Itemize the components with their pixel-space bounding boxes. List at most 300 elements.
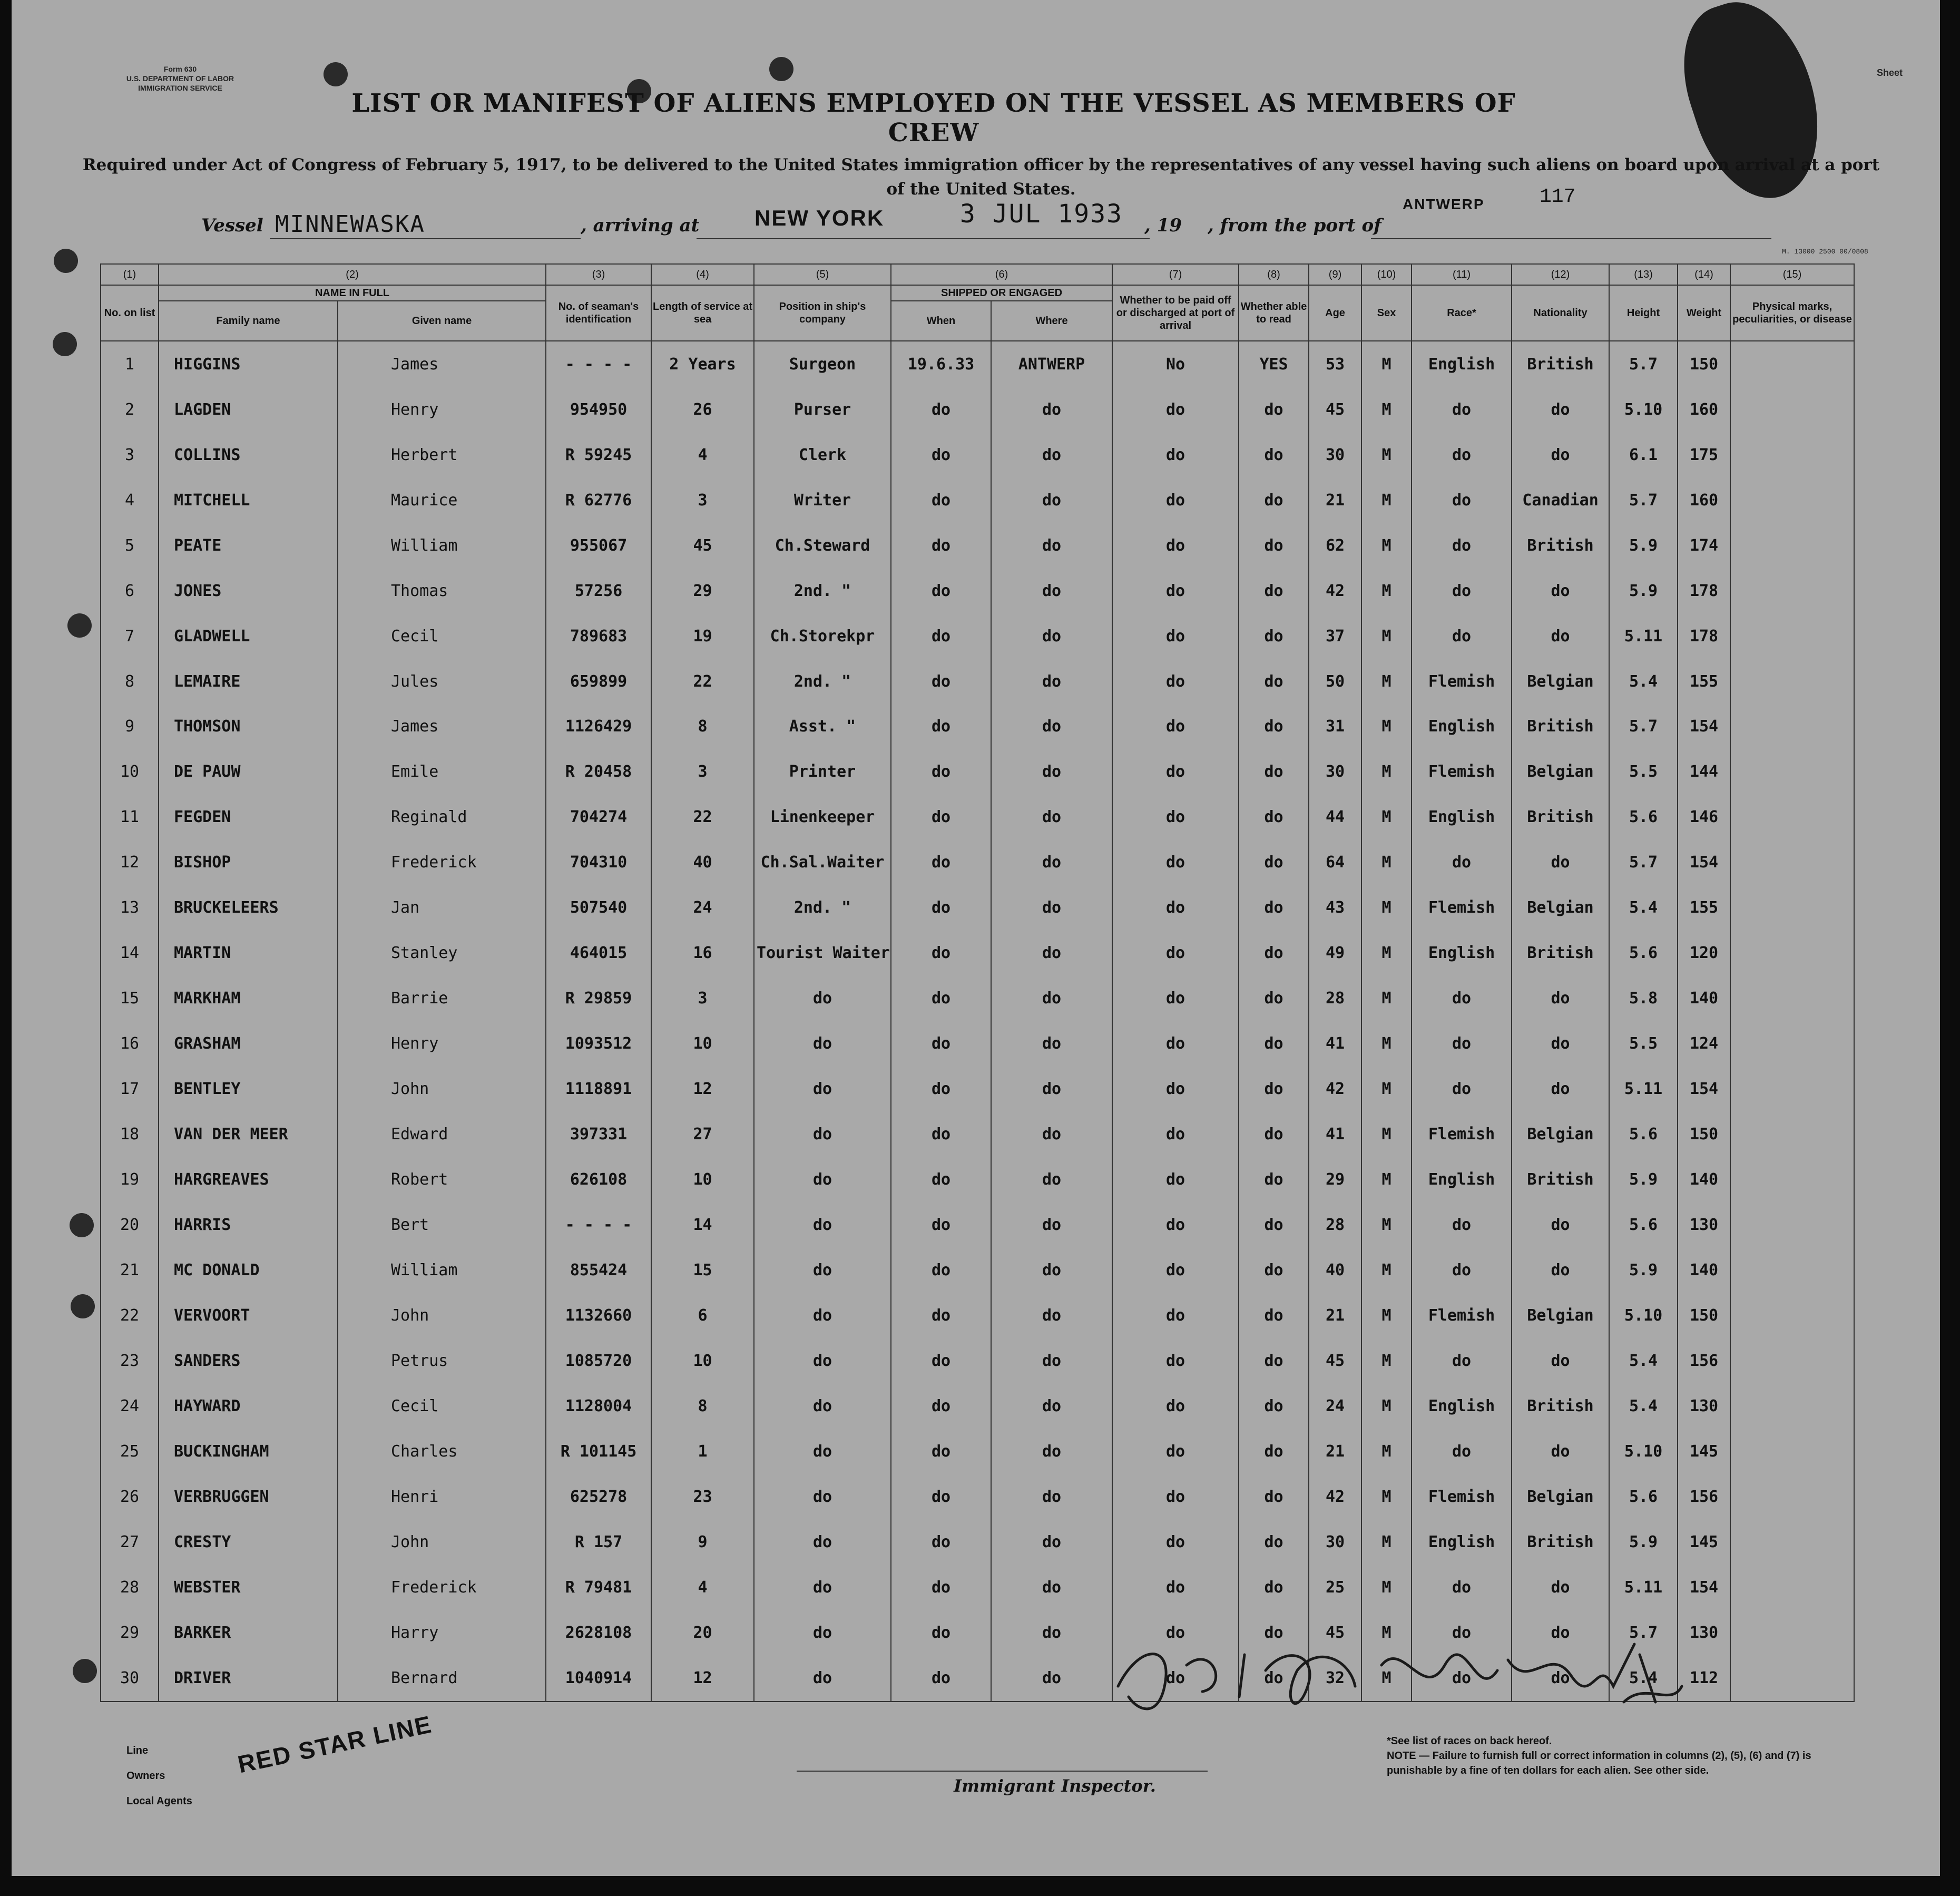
- able-to-read: do: [1239, 477, 1309, 523]
- height: 5.7: [1609, 840, 1678, 885]
- age: 45: [1309, 1338, 1361, 1384]
- height: 5.7: [1609, 704, 1678, 749]
- punch-hole: [71, 1294, 95, 1318]
- row-number: 29: [101, 1610, 159, 1656]
- given-name: William: [338, 1248, 546, 1293]
- age: 30: [1309, 432, 1361, 477]
- nationality: Canadian: [1512, 477, 1609, 523]
- header-given-name: Given name: [338, 301, 546, 341]
- weight: 160: [1678, 387, 1730, 432]
- height: 5.9: [1609, 523, 1678, 568]
- age: 37: [1309, 613, 1361, 659]
- length-of-service: 10: [651, 1338, 754, 1384]
- weight: 154: [1678, 1067, 1730, 1112]
- shipped-where: do: [991, 1021, 1112, 1067]
- row-number: 11: [101, 795, 159, 840]
- race: do: [1412, 1429, 1512, 1474]
- family-name: COLLINS: [159, 432, 338, 477]
- nationality: British: [1512, 795, 1609, 840]
- header-length-of-service: Length of service at sea: [651, 285, 754, 341]
- age: 42: [1309, 568, 1361, 613]
- shipped-when: do: [891, 387, 991, 432]
- shipped-when: do: [891, 1021, 991, 1067]
- family-name: BARKER: [159, 1610, 338, 1656]
- col-num: (2): [159, 264, 546, 285]
- paid-off: do: [1112, 749, 1239, 795]
- paid-off: do: [1112, 704, 1239, 749]
- height: 5.11: [1609, 1067, 1678, 1112]
- col-num: (13): [1609, 264, 1678, 285]
- footer-note: [1387, 1734, 1824, 1778]
- table-row: [101, 477, 1854, 523]
- height: 5.9: [1609, 1520, 1678, 1565]
- family-name: CRESTY: [159, 1520, 338, 1565]
- seaman-id: 625278: [546, 1474, 651, 1520]
- position: Clerk: [754, 432, 891, 477]
- sex: M: [1361, 1474, 1412, 1520]
- height: 5.4: [1609, 659, 1678, 704]
- table-row: [101, 1203, 1854, 1248]
- department: U.S. DEPARTMENT OF LABOR: [126, 74, 234, 83]
- physical-marks: [1730, 1203, 1854, 1248]
- shipped-when: do: [891, 1610, 991, 1656]
- age: 43: [1309, 885, 1361, 931]
- family-name: MARTIN: [159, 931, 338, 976]
- sex: M: [1361, 1384, 1412, 1429]
- family-name: VAN DER MEER: [159, 1112, 338, 1157]
- position: do: [754, 1203, 891, 1248]
- physical-marks: [1730, 1112, 1854, 1157]
- seaman-id: R 79481: [546, 1565, 651, 1610]
- age: 50: [1309, 659, 1361, 704]
- sex: M: [1361, 1610, 1412, 1656]
- seaman-id: 1085720: [546, 1338, 651, 1384]
- paid-off: do: [1112, 387, 1239, 432]
- nationality: do: [1512, 1429, 1609, 1474]
- shipped-when: do: [891, 613, 991, 659]
- length-of-service: 2 Years: [651, 341, 754, 387]
- position: Purser: [754, 387, 891, 432]
- form-identifier: [91, 64, 270, 93]
- shipped-where: do: [991, 613, 1112, 659]
- family-name: LAGDEN: [159, 387, 338, 432]
- physical-marks: [1730, 523, 1854, 568]
- physical-marks: [1730, 1384, 1854, 1429]
- age: 64: [1309, 840, 1361, 885]
- height: 5.10: [1609, 387, 1678, 432]
- height: 5.9: [1609, 568, 1678, 613]
- seaman-id: 789683: [546, 613, 651, 659]
- race: do: [1412, 387, 1512, 432]
- given-name: Bernard: [338, 1656, 546, 1702]
- race: English: [1412, 704, 1512, 749]
- shipped-where: do: [991, 568, 1112, 613]
- row-number: 2: [101, 387, 159, 432]
- table-row: [101, 931, 1854, 976]
- page-subtitle: Required under Act of Congress of February 5, 1917, to be delivered to the United States immigration officer by the representatives of any vessel having such aliens on board upon arrival at a port of the United States.: [82, 155, 1880, 199]
- given-name: Henry: [338, 1021, 546, 1067]
- shipped-when: do: [891, 1384, 991, 1429]
- table-row: [101, 523, 1854, 568]
- able-to-read: do: [1239, 1610, 1309, 1656]
- weight: 150: [1678, 1293, 1730, 1338]
- nationality: do: [1512, 1021, 1609, 1067]
- given-name: William: [338, 523, 546, 568]
- age: 21: [1309, 1293, 1361, 1338]
- able-to-read: do: [1239, 1384, 1309, 1429]
- position: 2nd. ": [754, 885, 891, 931]
- inspector-label: Immigrant Inspector.: [954, 1776, 1156, 1796]
- sex: M: [1361, 341, 1412, 387]
- length-of-service: 14: [651, 1203, 754, 1248]
- table-row: [101, 432, 1854, 477]
- height: 5.10: [1609, 1429, 1678, 1474]
- race: do: [1412, 432, 1512, 477]
- punch-hole: [70, 1213, 94, 1237]
- shipped-where: do: [991, 1067, 1112, 1112]
- page-title: LIST OR MANIFEST OF ALIENS EMPLOYED ON THE VESSEL AS MEMBERS OF CREW: [351, 89, 1516, 148]
- physical-marks: [1730, 931, 1854, 976]
- seaman-id: 57256: [546, 568, 651, 613]
- from-port-label: , from the port of: [1208, 215, 1381, 236]
- physical-marks: [1730, 568, 1854, 613]
- sex: M: [1361, 523, 1412, 568]
- height: 5.4: [1609, 1338, 1678, 1384]
- race: do: [1412, 840, 1512, 885]
- arrival-date-stamp: 3 JUL 1933: [960, 199, 1123, 229]
- able-to-read: do: [1239, 1067, 1309, 1112]
- shipped-when: do: [891, 840, 991, 885]
- length-of-service: 6: [651, 1293, 754, 1338]
- sex: M: [1361, 477, 1412, 523]
- physical-marks: [1730, 749, 1854, 795]
- row-number: 16: [101, 1021, 159, 1067]
- given-name: Cecil: [338, 1384, 546, 1429]
- nationality: British: [1512, 1384, 1609, 1429]
- able-to-read: do: [1239, 704, 1309, 749]
- row-number: 22: [101, 1293, 159, 1338]
- arriving-label: , arriving at: [581, 215, 700, 236]
- col-num: (4): [651, 264, 754, 285]
- header-nationality: Nationality: [1512, 285, 1609, 341]
- age: 44: [1309, 795, 1361, 840]
- given-name: Henri: [338, 1474, 546, 1520]
- physical-marks: [1730, 1338, 1854, 1384]
- shipped-when: do: [891, 523, 991, 568]
- nationality: do: [1512, 840, 1609, 885]
- vessel-name: MINNEWASKA: [275, 211, 425, 238]
- sex: M: [1361, 1338, 1412, 1384]
- position: do: [754, 1112, 891, 1157]
- position: 2nd. ": [754, 568, 891, 613]
- able-to-read: do: [1239, 1248, 1309, 1293]
- physical-marks: [1730, 1293, 1854, 1338]
- row-number: 21: [101, 1248, 159, 1293]
- length-of-service: 4: [651, 432, 754, 477]
- weight: 124: [1678, 1021, 1730, 1067]
- table-row: [101, 1067, 1854, 1112]
- height: 5.7: [1609, 1610, 1678, 1656]
- shipped-when: do: [891, 1203, 991, 1248]
- weight: 150: [1678, 341, 1730, 387]
- row-number: 27: [101, 1520, 159, 1565]
- weight: 145: [1678, 1520, 1730, 1565]
- given-name: Harry: [338, 1610, 546, 1656]
- paid-off: do: [1112, 795, 1239, 840]
- family-name: GLADWELL: [159, 613, 338, 659]
- col-num: (9): [1309, 264, 1361, 285]
- nationality: do: [1512, 613, 1609, 659]
- sex: M: [1361, 885, 1412, 931]
- position: do: [754, 1520, 891, 1565]
- physical-marks: [1730, 1610, 1854, 1656]
- length-of-service: 16: [651, 931, 754, 976]
- family-name: VERVOORT: [159, 1293, 338, 1338]
- paid-off: do: [1112, 613, 1239, 659]
- table-row: [101, 1474, 1854, 1520]
- position: do: [754, 1429, 891, 1474]
- given-name: Edward: [338, 1112, 546, 1157]
- length-of-service: 22: [651, 795, 754, 840]
- table-row: [101, 885, 1854, 931]
- able-to-read: YES: [1239, 341, 1309, 387]
- seaman-id: 507540: [546, 885, 651, 931]
- height: 5.10: [1609, 1293, 1678, 1338]
- header-when: When: [891, 301, 991, 341]
- weight: 146: [1678, 795, 1730, 840]
- paid-off: do: [1112, 931, 1239, 976]
- nationality: do: [1512, 1248, 1609, 1293]
- race: English: [1412, 1384, 1512, 1429]
- race: do: [1412, 976, 1512, 1021]
- length-of-service: 4: [651, 1565, 754, 1610]
- row-number: 12: [101, 840, 159, 885]
- family-name: HARGREAVES: [159, 1157, 338, 1203]
- shipped-where: do: [991, 1293, 1112, 1338]
- shipped-where: do: [991, 1203, 1112, 1248]
- header-age: Age: [1309, 285, 1361, 341]
- shipped-where: do: [991, 749, 1112, 795]
- nationality: do: [1512, 1565, 1609, 1610]
- seaman-id: R 59245: [546, 432, 651, 477]
- row-number: 18: [101, 1112, 159, 1157]
- table-row: [101, 1338, 1854, 1384]
- header-race: Race*: [1412, 285, 1512, 341]
- shipped-when: do: [891, 795, 991, 840]
- nationality: do: [1512, 1610, 1609, 1656]
- row-number: 14: [101, 931, 159, 976]
- race: do: [1412, 1248, 1512, 1293]
- shipped-when: do: [891, 1429, 991, 1474]
- row-number: 26: [101, 1474, 159, 1520]
- row-number: 17: [101, 1067, 159, 1112]
- sex: M: [1361, 795, 1412, 840]
- family-name: HAYWARD: [159, 1384, 338, 1429]
- race: do: [1412, 1203, 1512, 1248]
- table-row: [101, 387, 1854, 432]
- able-to-read: do: [1239, 1565, 1309, 1610]
- length-of-service: 12: [651, 1067, 754, 1112]
- sex: M: [1361, 1520, 1412, 1565]
- length-of-service: 9: [651, 1520, 754, 1565]
- shipped-when: do: [891, 1293, 991, 1338]
- seaman-id: R 29859: [546, 976, 651, 1021]
- seaman-id: - - - -: [546, 1203, 651, 1248]
- length-of-service: 24: [651, 885, 754, 931]
- nationality: British: [1512, 931, 1609, 976]
- seaman-id: 1132660: [546, 1293, 651, 1338]
- table-row: [101, 1565, 1854, 1610]
- length-of-service: 8: [651, 1384, 754, 1429]
- row-number: 1: [101, 341, 159, 387]
- race: English: [1412, 1520, 1512, 1565]
- length-of-service: 10: [651, 1157, 754, 1203]
- nationality: do: [1512, 568, 1609, 613]
- header-no-on-list: No. on list: [101, 285, 159, 341]
- length-of-service: 23: [651, 1474, 754, 1520]
- position: do: [754, 1656, 891, 1702]
- given-name: Frederick: [338, 840, 546, 885]
- able-to-read: do: [1239, 1474, 1309, 1520]
- shipped-where: do: [991, 523, 1112, 568]
- header-paid-off: Whether to be paid off or discharged at port of arrival: [1112, 285, 1239, 341]
- sex: M: [1361, 1067, 1412, 1112]
- punch-hole: [54, 249, 78, 273]
- weight: 130: [1678, 1203, 1730, 1248]
- physical-marks: [1730, 1656, 1854, 1702]
- physical-marks: [1730, 1520, 1854, 1565]
- row-number: 28: [101, 1565, 159, 1610]
- weight: 140: [1678, 1157, 1730, 1203]
- table-row: [101, 613, 1854, 659]
- weight: 160: [1678, 477, 1730, 523]
- weight: 174: [1678, 523, 1730, 568]
- length-of-service: 22: [651, 659, 754, 704]
- form-number: Form 630: [163, 65, 197, 73]
- sex: M: [1361, 1203, 1412, 1248]
- position: do: [754, 1338, 891, 1384]
- race: do: [1412, 523, 1512, 568]
- table-row: [101, 568, 1854, 613]
- table-row: [101, 1429, 1854, 1474]
- position: Writer: [754, 477, 891, 523]
- age: 53: [1309, 341, 1361, 387]
- weight: 140: [1678, 976, 1730, 1021]
- age: 31: [1309, 704, 1361, 749]
- shipped-where: do: [991, 1384, 1112, 1429]
- table-row: [101, 840, 1854, 885]
- race: English: [1412, 341, 1512, 387]
- age: 21: [1309, 477, 1361, 523]
- age: 25: [1309, 1565, 1361, 1610]
- row-number: 30: [101, 1656, 159, 1702]
- seaman-id: 704274: [546, 795, 651, 840]
- shipped-where: do: [991, 1565, 1112, 1610]
- family-name: JONES: [159, 568, 338, 613]
- age: 24: [1309, 1384, 1361, 1429]
- height: 5.4: [1609, 885, 1678, 931]
- weight: 130: [1678, 1610, 1730, 1656]
- nationality: do: [1512, 1067, 1609, 1112]
- position: do: [754, 1248, 891, 1293]
- length-of-service: 15: [651, 1248, 754, 1293]
- position: Ch.Steward: [754, 523, 891, 568]
- sex: M: [1361, 1429, 1412, 1474]
- sex: M: [1361, 1656, 1412, 1702]
- nationality: Belgian: [1512, 659, 1609, 704]
- departure-port: ANTWERP: [1403, 196, 1485, 212]
- row-number: 10: [101, 749, 159, 795]
- shipped-when: do: [891, 568, 991, 613]
- shipped-when: do: [891, 477, 991, 523]
- table-row: [101, 1248, 1854, 1293]
- given-name: Herbert: [338, 432, 546, 477]
- table-row: [101, 1112, 1854, 1157]
- weight: 130: [1678, 1384, 1730, 1429]
- height: 5.4: [1609, 1656, 1678, 1702]
- height: 6.1: [1609, 432, 1678, 477]
- paid-off: do: [1112, 1338, 1239, 1384]
- seaman-id: 1128004: [546, 1384, 651, 1429]
- shipped-where: do: [991, 704, 1112, 749]
- paid-off: do: [1112, 1474, 1239, 1520]
- seaman-id: R 157: [546, 1520, 651, 1565]
- nationality: British: [1512, 1520, 1609, 1565]
- seaman-id: 2628108: [546, 1610, 651, 1656]
- family-name: BUCKINGHAM: [159, 1429, 338, 1474]
- shipped-when: do: [891, 1565, 991, 1610]
- row-number: 23: [101, 1338, 159, 1384]
- seaman-id: 626108: [546, 1157, 651, 1203]
- family-name: MITCHELL: [159, 477, 338, 523]
- shipped-where: do: [991, 1610, 1112, 1656]
- given-name: Henry: [338, 387, 546, 432]
- race: do: [1412, 568, 1512, 613]
- sex: M: [1361, 568, 1412, 613]
- weight: 150: [1678, 1112, 1730, 1157]
- sex: M: [1361, 1021, 1412, 1067]
- shipped-when: do: [891, 1338, 991, 1384]
- height: 5.6: [1609, 931, 1678, 976]
- physical-marks: [1730, 659, 1854, 704]
- length-of-service: 8: [651, 704, 754, 749]
- row-number: 7: [101, 613, 159, 659]
- seaman-id: 955067: [546, 523, 651, 568]
- shipped-when: do: [891, 1474, 991, 1520]
- weight: 154: [1678, 704, 1730, 749]
- race: Flemish: [1412, 749, 1512, 795]
- shipped-where: do: [991, 1429, 1112, 1474]
- seaman-id: 954950: [546, 387, 651, 432]
- nationality: Belgian: [1512, 1474, 1609, 1520]
- paid-off: do: [1112, 659, 1239, 704]
- position: Linenkeeper: [754, 795, 891, 840]
- header-sex: Sex: [1361, 285, 1412, 341]
- physical-marks: [1730, 1248, 1854, 1293]
- nationality: Belgian: [1512, 1293, 1609, 1338]
- nationality: do: [1512, 1203, 1609, 1248]
- seaman-id: R 20458: [546, 749, 651, 795]
- given-name: John: [338, 1293, 546, 1338]
- position: do: [754, 1157, 891, 1203]
- sex: M: [1361, 976, 1412, 1021]
- physical-marks: [1730, 1474, 1854, 1520]
- header-physical-marks: Physical marks, peculiarities, or disease: [1730, 285, 1854, 341]
- header-height: Height: [1609, 285, 1678, 341]
- shipped-when: do: [891, 885, 991, 931]
- physical-marks: [1730, 613, 1854, 659]
- shipped-where: do: [991, 659, 1112, 704]
